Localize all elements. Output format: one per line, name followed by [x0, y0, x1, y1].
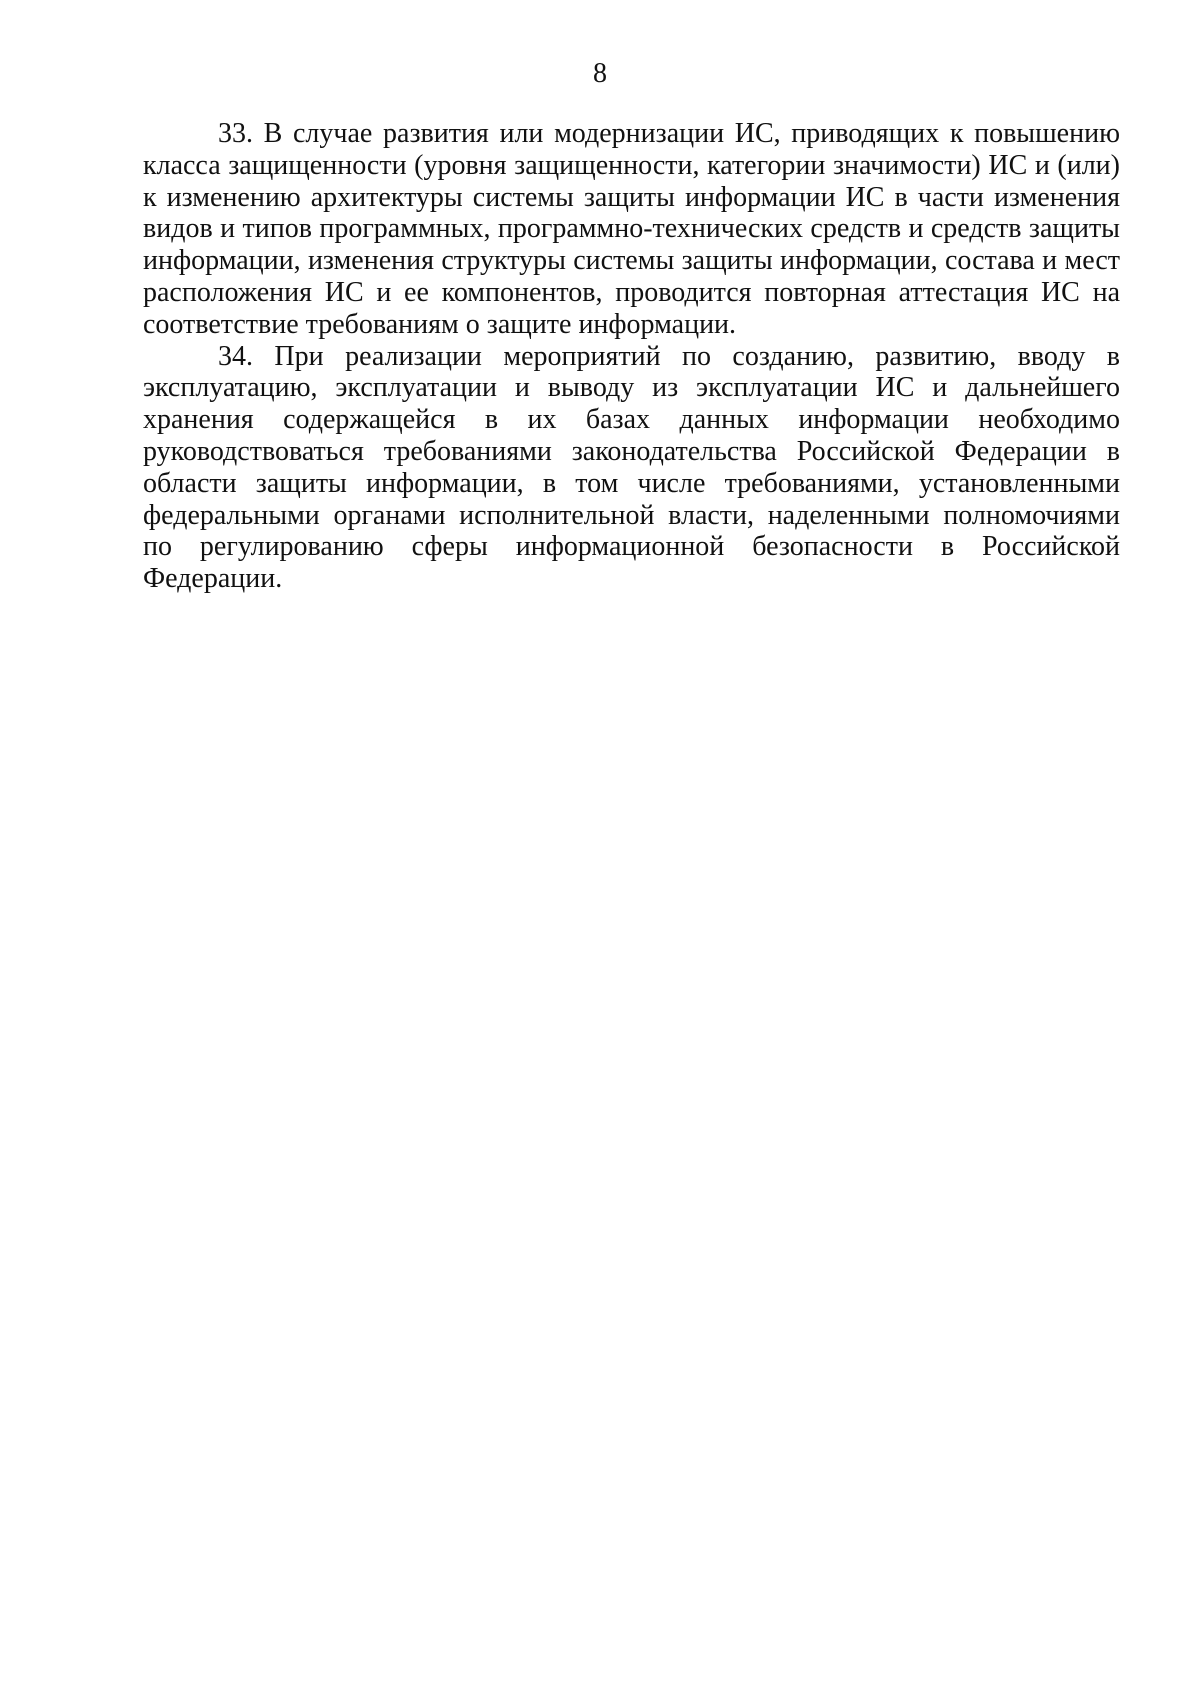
- paragraph-line: Федерации.: [143, 563, 283, 595]
- paragraph-line: к изменению архитектуры системы защиты информации ИС в части изменения: [143, 181, 1120, 213]
- paragraph-line: информации, изменения структуры системы защиты информации, состава и мест: [143, 245, 1120, 277]
- paragraph-line: 34. При реализации мероприятий по созданию, развитию, вводу в: [218, 340, 1120, 372]
- paragraph-line: 33. В случае развития или модернизации ИС, приводящих к повышению: [218, 118, 1120, 149]
- paragraph-line: федеральными органами исполнительной власти, наделенными полномочиями: [143, 499, 1120, 531]
- paragraph-line: соответствие требованиям о защите информации.: [143, 308, 737, 340]
- paragraph-33: [143, 118, 1120, 341]
- paragraph-line: хранения содержащейся в их базах данных информации необходимо: [143, 404, 1120, 436]
- document-body: [143, 118, 1120, 595]
- paragraph-line: области защиты информации, в том числе требованиями, установленными: [143, 467, 1120, 499]
- paragraph-34: [143, 341, 1120, 595]
- paragraph-line: расположения ИС и ее компонентов, проводится повторная аттестация ИС на: [143, 276, 1120, 308]
- paragraph-line: класса защищенности (уровня защищенности, категории значимости) ИС и (или): [143, 149, 1120, 181]
- paragraph-line: эксплуатацию, эксплуатации и выводу из эксплуатации ИС и дальнейшего: [143, 372, 1120, 404]
- paragraph-line: по регулированию сферы информационной безопасности в Российской: [143, 531, 1120, 563]
- paragraph-line: руководствоваться требованиями законодательства Российской Федерации в: [143, 435, 1120, 467]
- paragraph-line: видов и типов программных, программно-технических средств и средств защиты: [143, 213, 1120, 245]
- page-number: 8: [593, 58, 607, 89]
